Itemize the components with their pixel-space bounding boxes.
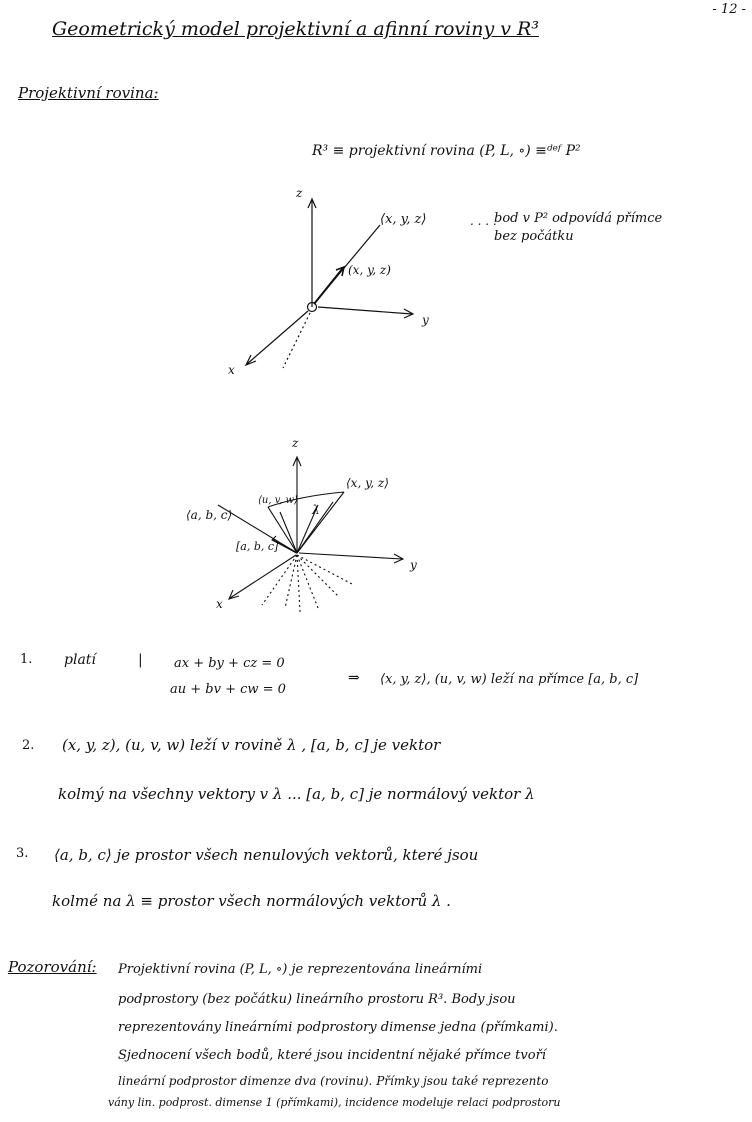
item-3-line2: kolmé na λ ≡ prostor všech normálových vektorů λ . [52,892,451,910]
item-3-number: 3. [16,846,29,861]
item-3-line1: ⟨a, b, c⟩ je prostor všech nenulových vektorů, které jsou [54,846,479,864]
fig2-abc-bracket-label: [a, b, c] [236,540,279,553]
observation-line-1: Projektivní rovina (P, L, ∘) je reprezentována lineárními [118,962,483,977]
page-number: - 12 - [712,2,746,17]
section-heading: Projektivní rovina: [18,84,159,102]
item-1-number: 1. [20,652,33,667]
fig1-note-line2: bez počátku [494,229,574,244]
item-1-eq1: ax + by + cz = 0 [174,656,285,671]
fig2-axis-x-label: x [216,597,223,611]
observation-line-2: podprostory (bez počátku) lineárního prostoru R³. Body jsou [118,992,516,1007]
fig1-point-label: ⟨x, y, z⟩ [380,212,427,227]
fig1-axis-z-label: z [296,186,303,200]
fig2-axis-z-label: z [292,436,299,450]
item-2-number: 2. [22,738,35,753]
observation-line-6: vány lin. podprost. dimense 1 (přímkami), incidence modeluje relaci podprostoru [108,1096,561,1109]
item-1-implies: ⇒ [348,670,360,686]
fig1-note-line1: bod v P² odpovídá přímce [494,211,663,226]
fig1-vector-label: (x, y, z) [348,263,391,277]
item-1-eq2: au + bv + cw = 0 [170,682,286,697]
item-1-conclusion: ⟨x, y, z⟩, (u, v, w) leží na přímce [a, b, c] [380,672,639,687]
page-title: Geometrický model projektivní a afinní roviny v R³ [52,18,539,40]
fig1-axis-x-label: x [228,363,235,377]
fig1-ellipsis: . . . . [470,214,497,228]
observation-heading: Pozorování: [8,958,97,976]
item-1-prefix: platí [64,652,96,668]
fig2-abc-angle-label: ⟨a, b, c⟩ [186,508,233,522]
definition-equation: R³ ≡ projektivní rovina (P, L, ∘) ≡ᵈᵉᶠ P² [312,143,581,159]
fig2-axis-y-label: y [410,558,417,572]
observation-line-4: Sjednocení všech bodů, které jsou incidentní nějaké přímce tvoří [118,1048,546,1063]
item-2-line1: (x, y, z), (u, v, w) leží v rovině λ , [a, b, c] je vektor [62,736,441,754]
fig2-lambda-label: λ [312,503,320,517]
fig2-uvw-label: ⟨u, v, w⟩ [258,495,298,506]
observation-line-3: reprezentovány lineárními podprostory dimense jedna (přímkami). [118,1020,558,1035]
item-2-line2: kolmý na všechny vektory v λ ... [a, b, c] je normálový vektor λ [58,785,535,803]
observation-line-5: lineární podprostor dimenze dva (rovinu). Přímky jsou také reprezento [118,1074,549,1088]
item-1-bar: | [138,652,143,668]
fig2-xyz-label: ⟨x, y, z⟩ [346,476,389,490]
fig1-axis-y-label: y [422,313,429,327]
